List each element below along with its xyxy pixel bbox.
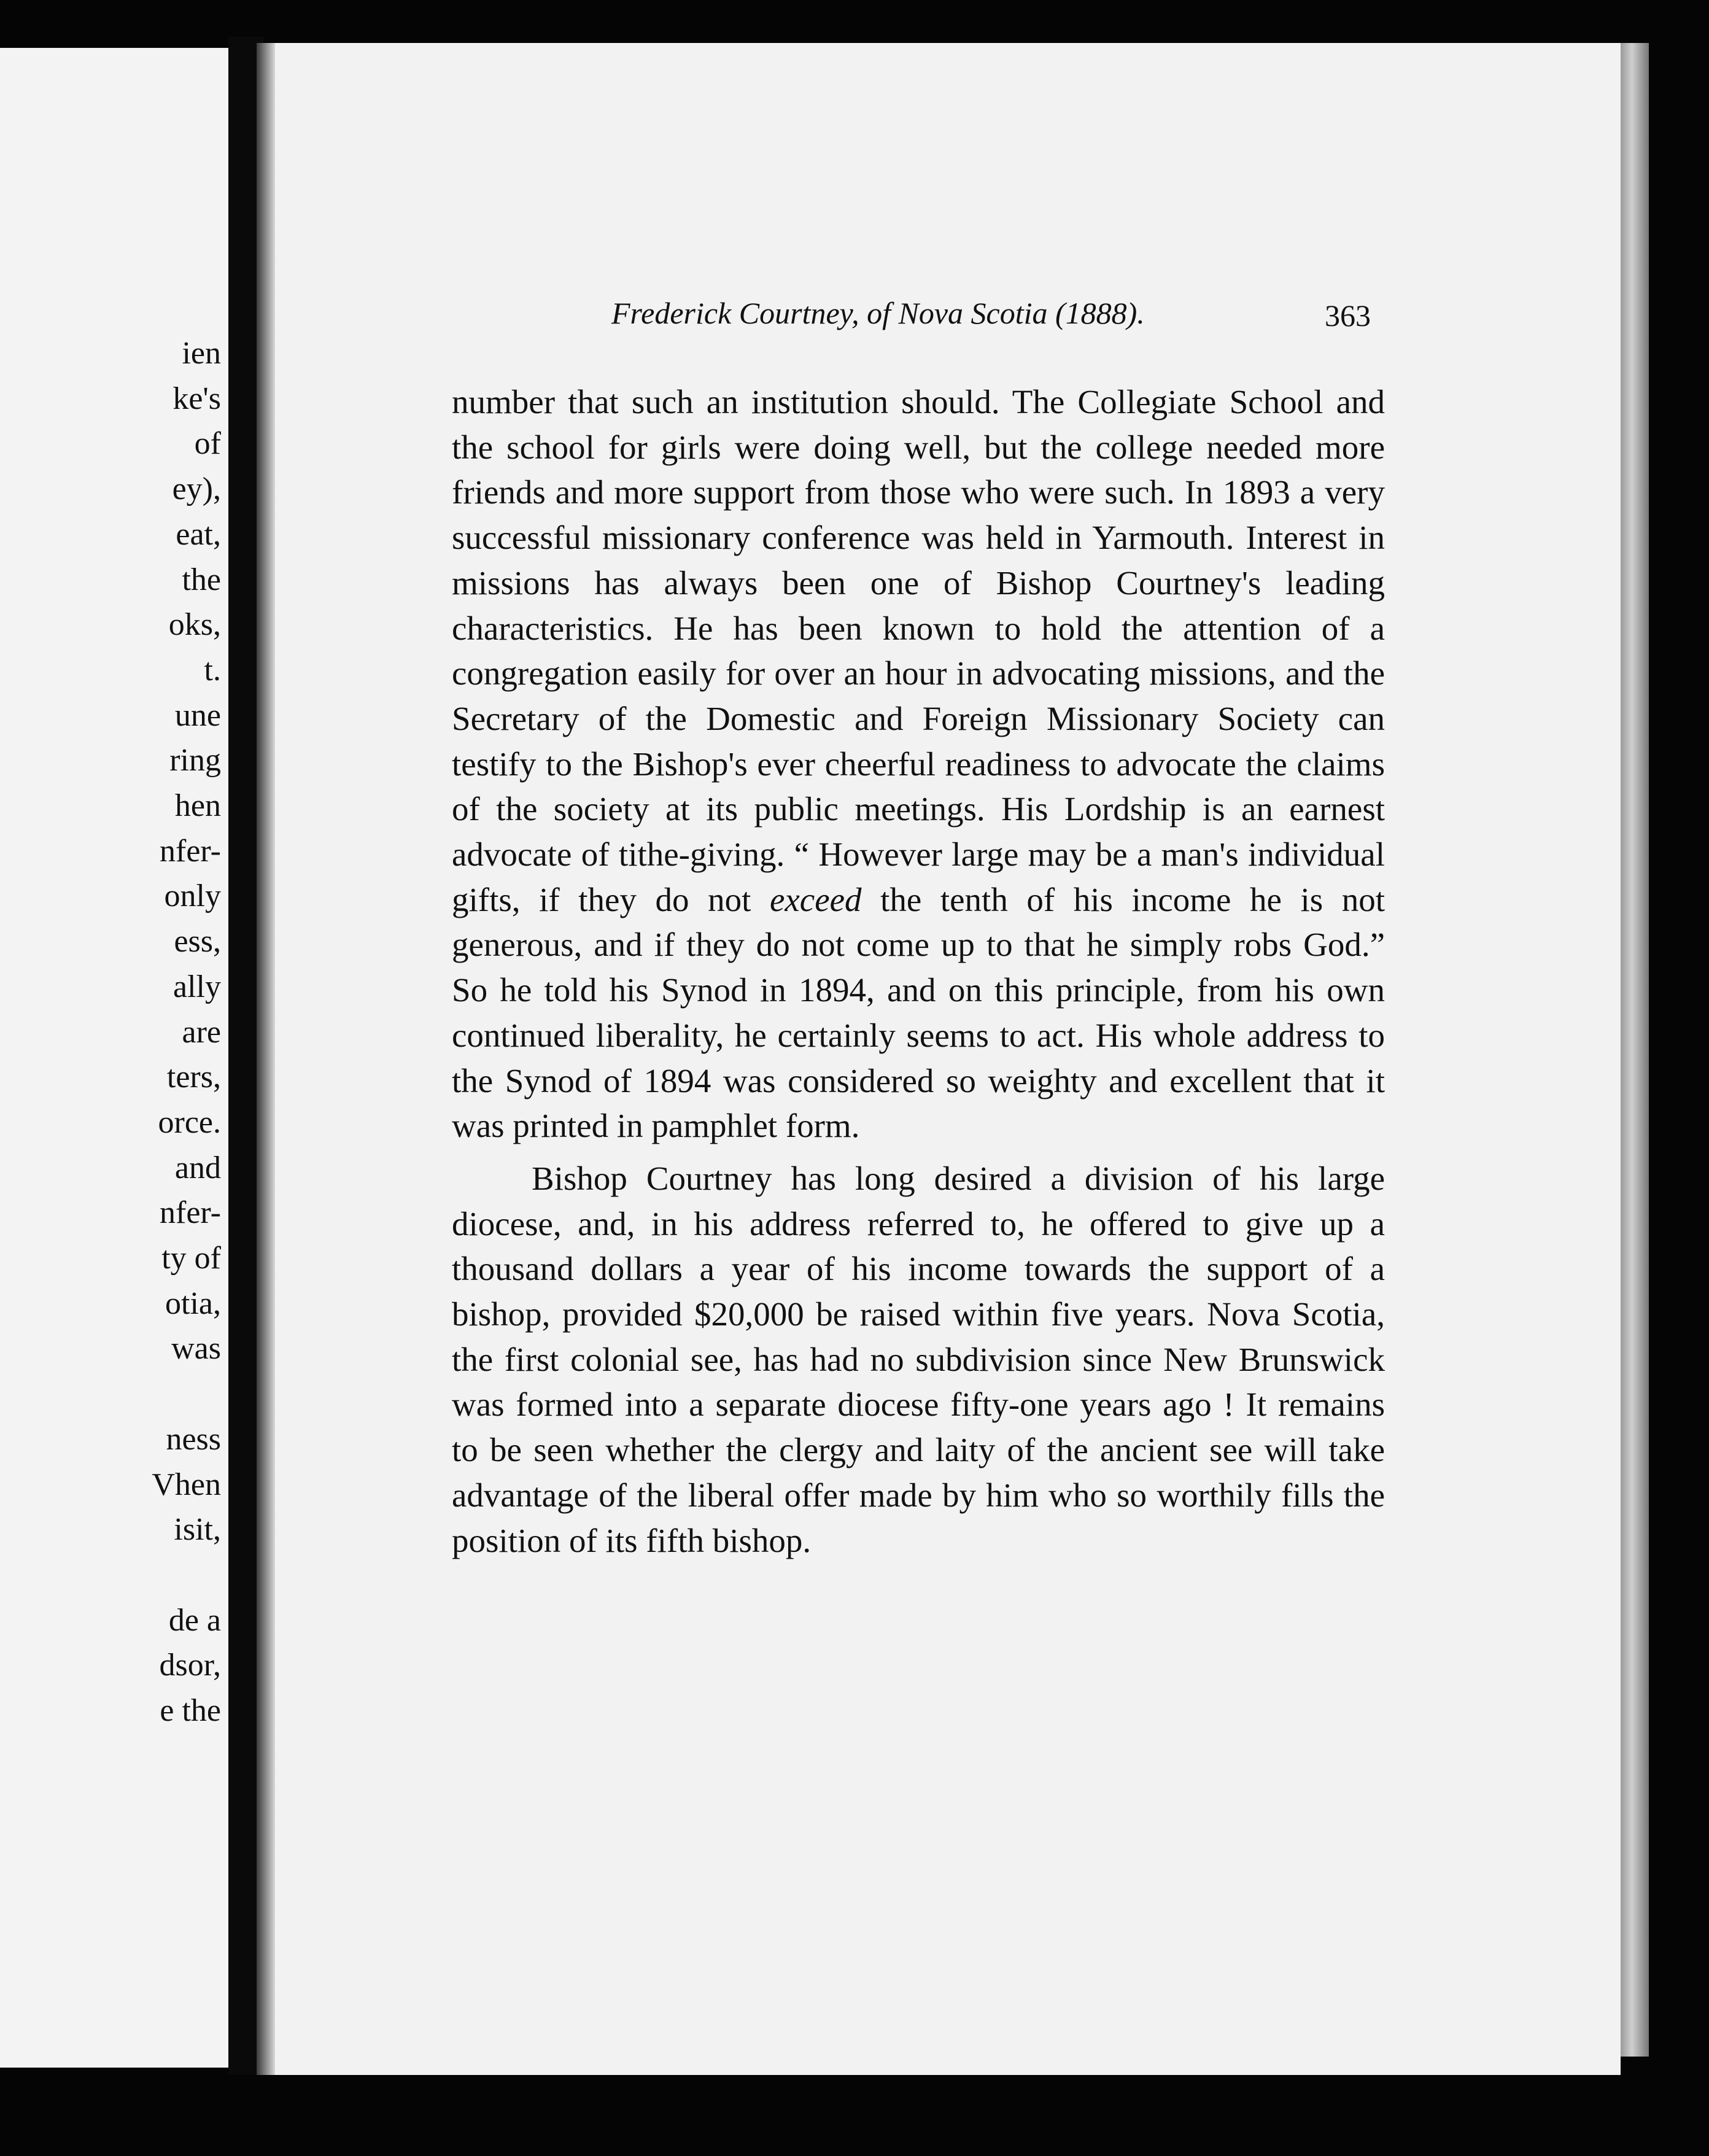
facing-page-line: only	[164, 878, 221, 914]
paragraph-1-text: number that such an institution should. The Collegiate School and the school for girls were doing well, but the college needed more friends and more support from those who were such. In 1893 a very successful missionary conference was held in Yarmouth. Interest in missions has always been one of Bishop Courtney's leading characteristics. He has been known to hold the attention of a congregation easily for over an hour in advocating missions, and the Secretary of the Domestic and Foreign Missionary Society can testify to the Bishop's ever cheerful readiness to advocate the claims of the society at its public meetings. His Lordship is an earnest advocate of tithe-giving. “ However large may be a man's individual gifts, if they do not	[452, 383, 1385, 918]
facing-page-line: ally	[173, 969, 221, 1004]
facing-page-line: ty of	[161, 1241, 221, 1276]
facing-page-line: Vhen	[152, 1467, 221, 1502]
body-text	[452, 379, 1621, 1563]
facing-page-line: de a	[168, 1602, 221, 1638]
facing-page	[0, 48, 228, 2068]
facing-page-line: oks,	[168, 607, 221, 643]
facing-page-line: nfer-	[160, 1195, 221, 1231]
paragraph-1	[452, 379, 1385, 1149]
facing-page-line: e the	[160, 1693, 221, 1728]
facing-page-line: of	[194, 426, 221, 462]
facing-page-line: ness	[166, 1421, 221, 1457]
facing-page-line: hen	[174, 788, 221, 823]
page-number: 363	[1325, 298, 1371, 333]
facing-page-line: are	[182, 1014, 221, 1050]
facing-page-line: the	[182, 562, 221, 597]
main-page	[268, 43, 1621, 2075]
facing-page-line: and	[174, 1150, 221, 1185]
page-edge	[1621, 43, 1649, 2057]
facing-page-line: was	[171, 1331, 221, 1367]
facing-page-line: t.	[204, 652, 221, 688]
facing-page-line: dsor,	[159, 1648, 221, 1683]
facing-page-line: ring	[169, 743, 221, 778]
gutter-shadow	[257, 43, 275, 2075]
facing-page-line: une	[174, 697, 221, 733]
facing-page-line: ess,	[174, 924, 221, 960]
facing-page-line: nfer-	[160, 833, 221, 869]
running-head: Frederick Courtney, of Nova Scotia (1888).	[611, 296, 1145, 330]
facing-page-line: eat,	[176, 516, 221, 552]
italic-emphasis: exceed	[769, 880, 862, 918]
facing-page-line: ke's	[172, 381, 221, 416]
facing-page-line: otia,	[165, 1285, 221, 1321]
facing-page-line: ien	[182, 336, 221, 371]
facing-page-line: orce.	[158, 1104, 221, 1140]
facing-page-line: ters,	[166, 1060, 221, 1095]
facing-page-line: ey),	[172, 471, 221, 507]
paragraph-1-text-continued: the tenth of his income he is not generous, and if they do not come up to that he simply robs God.” So he told his Synod in 1894, and on this principle, from his own continued liberality, he certainly seems to act. His whole address to the Synod of 1894 was considered so weighty and excellent that it was printed in pamphlet form.	[452, 880, 1385, 1145]
paragraph-2: Bishop Courtney has long desired a division of his large diocese, and, in his address referred to, he offered to give up a thousand dollars a year of his income towards the support of a bishop, provided $20,000 be raised within five years. Nova Scotia, the first colonial see, has had no subdivision since New Brunswick was formed into a separate diocese fifty-one years ago ! It remains to be seen whether the clergy and laity of the ancient see will take advantage of the liberal offer made by him who so worthily fills the position of its fifth bishop.	[452, 1159, 1385, 1559]
facing-page-line: isit,	[174, 1512, 221, 1548]
